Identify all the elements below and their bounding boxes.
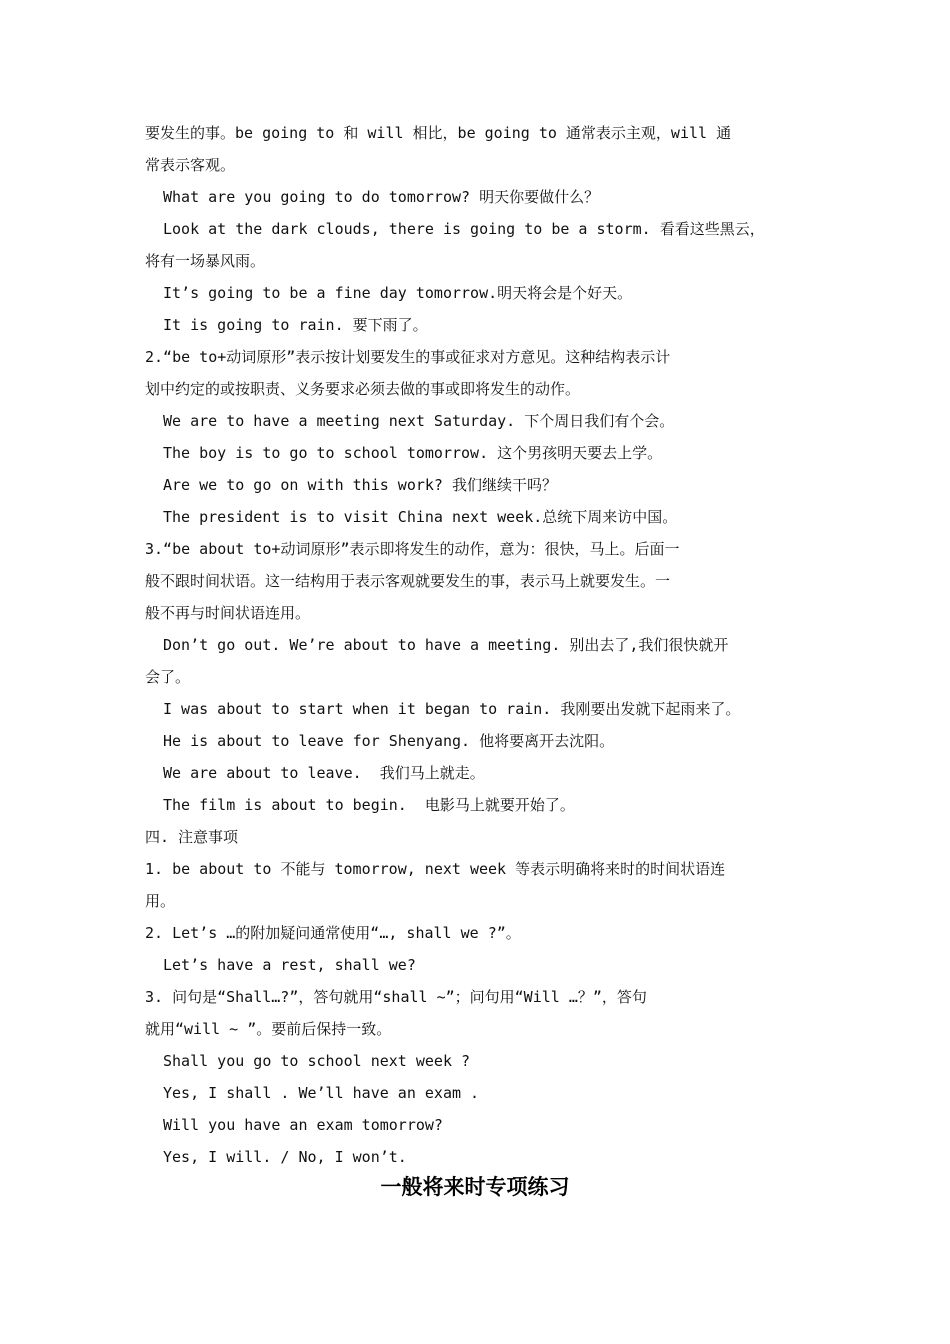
text-line: 常表示客观。 bbox=[145, 156, 236, 174]
text-line: The film is about to begin. 电影马上就要开始了。 bbox=[163, 796, 575, 814]
text-line: Are we to go on with this work? 我们继续干吗？ bbox=[163, 476, 557, 494]
text-line: The boy is to go to school tomorrow. 这个男孩明天要去上学。 bbox=[163, 444, 663, 462]
text-line: He is about to leave for Shenyang. 他将要离开去沈阳。 bbox=[163, 732, 615, 750]
text-line: 1. be about to 不能与 tomorrow, next week 等表示明确将来时的时间状语连 bbox=[145, 860, 726, 878]
text-line: I was about to start when it began to rain. 我刚要出发就下起雨来了。 bbox=[163, 700, 741, 718]
document-body bbox=[145, 117, 810, 1173]
text-line: Shall you go to school next week ? bbox=[163, 1052, 471, 1070]
text-line: Will you have an exam tomorrow? bbox=[163, 1116, 443, 1134]
text-line: 3. 问句是“Shall…?”，答句就用“shall ~”；问句用“Will …？”，答句 bbox=[145, 988, 647, 1006]
text-line: 就用“will ~ ”。要前后保持一致。 bbox=[145, 1020, 392, 1038]
text-line: 要发生的事。be going to 和 will 相比，be going to 通常表示主观，will 通 bbox=[145, 124, 732, 142]
text-line: 将有一场暴风雨。 bbox=[145, 252, 266, 270]
text-line: Yes, I shall . We’ll have an exam . bbox=[163, 1084, 480, 1102]
text-line: What are you going to do tomorrow? 明天你要做什么？ bbox=[163, 188, 600, 206]
section-title: 一般将来时专项练习 bbox=[380, 1175, 570, 1199]
text-line: 划中约定的或按职责、义务要求必须去做的事或即将发生的动作。 bbox=[145, 380, 581, 398]
text-line: Don’t go out. We’re about to have a meeting. 别出去了,我们很快就开 bbox=[163, 636, 729, 654]
text-line: It’s going to be a fine day tomorrow.明天将会是个好天。 bbox=[163, 284, 633, 302]
text-line: We are about to leave. 我们马上就走。 bbox=[163, 764, 485, 782]
text-line: 会了。 bbox=[145, 668, 191, 686]
text-line: 四. 注意事项 bbox=[145, 828, 239, 846]
text-line: 3.“be about to+动词原形”表示即将发生的动作，意为：很快，马上。后面一 bbox=[145, 540, 680, 558]
text-line: The president is to visit China next week.总统下周来访中国。 bbox=[163, 508, 678, 526]
text-line: 般不再与时间状语连用。 bbox=[145, 604, 311, 622]
text-line: Let’s have a rest, shall we? bbox=[163, 956, 416, 974]
text-line: Yes, I will. / No, I won’t. bbox=[163, 1148, 407, 1166]
text-line: Look at the dark clouds, there is going to be a storm. 看看这些黑云， bbox=[163, 220, 765, 238]
text-line: 用。 bbox=[145, 892, 176, 910]
text-line: 般不跟时间状语。这一结构用于表示客观就要发生的事，表示马上就要发生。一 bbox=[145, 572, 671, 590]
text-line: 2. Let’s …的附加疑问通常使用“…, shall we ?”。 bbox=[145, 924, 521, 942]
text-line: We are to have a meeting next Saturday. 下个周日我们有个会。 bbox=[163, 412, 675, 430]
text-line: It is going to rain. 要下雨了。 bbox=[163, 316, 428, 334]
text-line: 2.“be to+动词原形”表示按计划要发生的事或征求对方意见。这种结构表示计 bbox=[145, 348, 671, 366]
